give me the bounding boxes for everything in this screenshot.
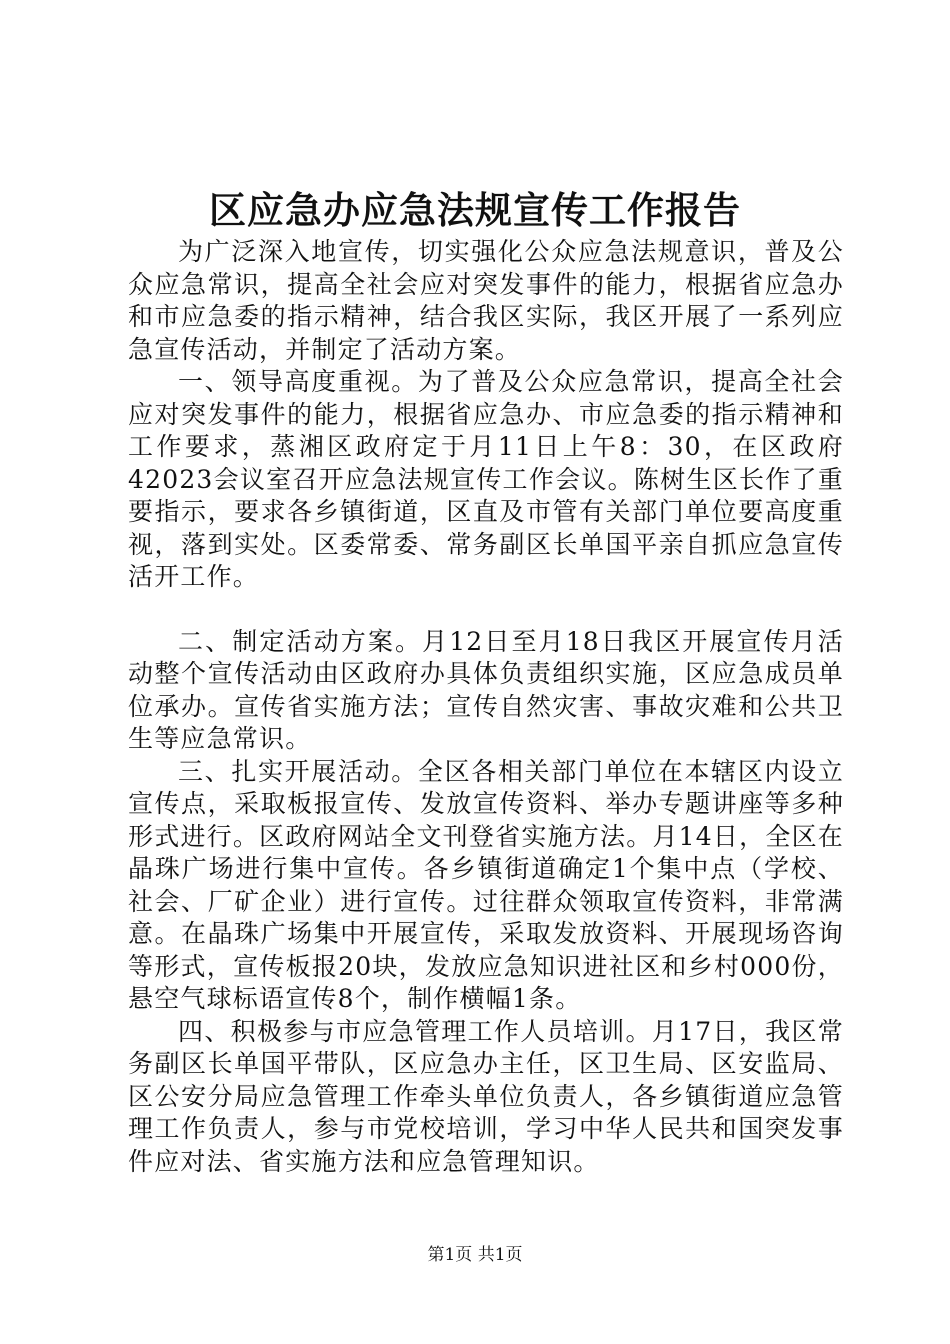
document-body	[128, 236, 844, 1178]
document-title: 区应急办应急法规宣传工作报告	[209, 188, 741, 232]
paragraph-section-4: 四、积极参与市应急管理工作人员培训。月17日，我区常务副区长单国平带队，区应急办主任，区卫生局、区安监局、区公安分局应急管理工作牵头单位负责人，各乡镇街道应急管理工作负责人，参与市党校培训，学习中华人民共和国突发事件应对法、省实施方法和应急管理知识。	[128, 1016, 844, 1176]
paragraph-section-2: 二、制定活动方案。月12日至月18日我区开展宣传月活动整个宣传活动由区政府办具体负责组织实施，区应急成员单位承办。宣传省实施方法；宣传自然灾害、事故灾难和公共卫生等应急常识。	[128, 626, 844, 753]
paragraph-intro: 为广泛深入地宣传，切实强化公众应急法规意识，普及公众应急常识，提高全社会应对突发事件的能力，根据省应急办和市应急委的指示精神，结合我区实际，我区开展了一系列应急宣传活动，并制定了活动方案。	[128, 237, 844, 364]
paragraph-section-3: 三、扎实开展活动。全区各相关部门单位在本辖区内设立宣传点，采取板报宣传、发放宣传资料、举办专题讲座等多种形式进行。区政府网站全文刊登省实施方法。月14日，全区在晶珠广场进行集中宣传。各乡镇街道确定1个集中点（学校、社会、厂矿企业）进行宣传。过往群众领取宣传资料，非常满意。在晶珠广场集中开展宣传，采取发放资料、开展现场咨询等形式，宣传板报20块，发放应急知识进社区和乡村000份，悬空气球标语宣传8个，制作横幅1条。	[128, 756, 844, 1013]
blank-line	[128, 594, 844, 626]
page-number-footer: 第1页 共1页	[427, 1245, 523, 1265]
paragraph-section-1: 一、领导高度重视。为了普及公众应急常识，提高全社会应对突发事件的能力，根据省应急办、市应急委的指示精神和工作要求，蒸湘区政府定于月11日上午8：30，在区政府42023会议室召开应急法规宣传工作会议。陈树生区长作了重要指示，要求各乡镇街道，区直及市管有关部门单位要高度重视，落到实处。区委常委、常务副区长单国平亲自抓应急宣传活开工作。	[128, 367, 844, 591]
